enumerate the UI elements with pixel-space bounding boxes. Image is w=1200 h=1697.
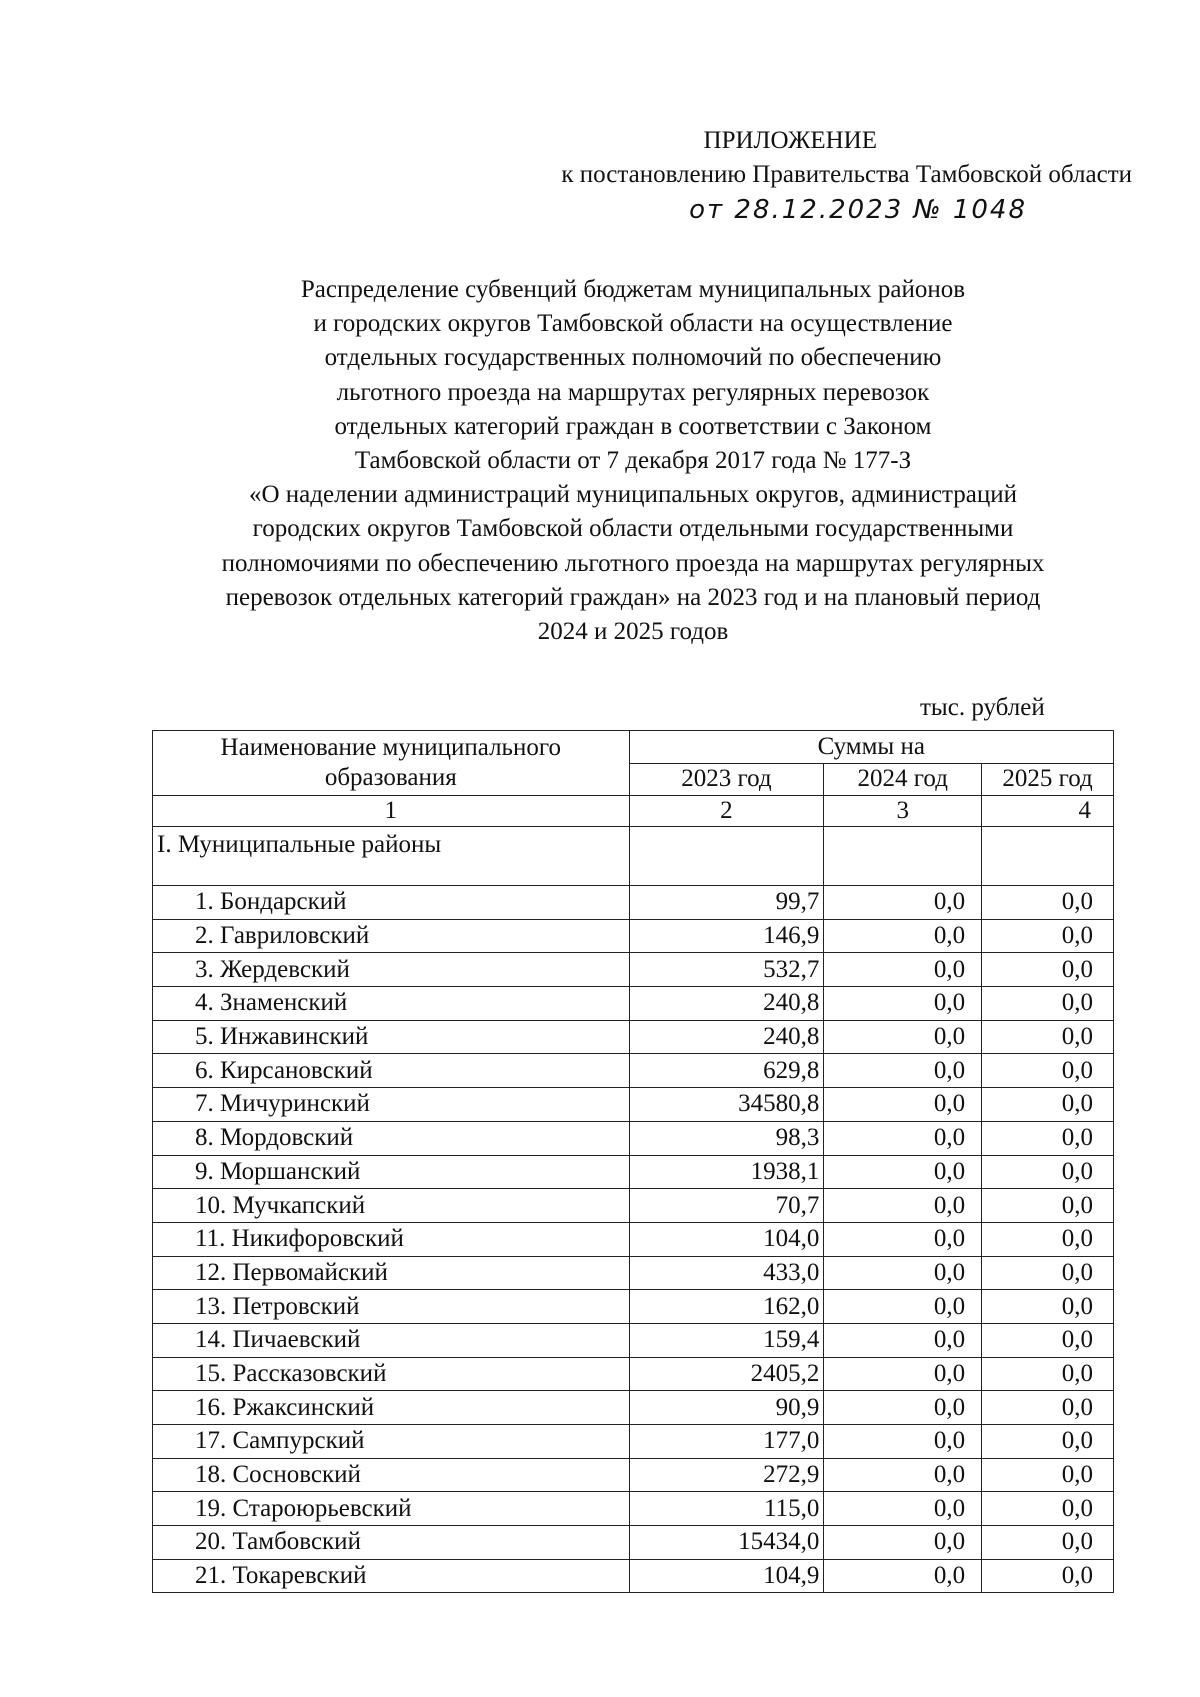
table-row — [153, 1020, 1114, 1054]
row-value-2025: 0,0 — [982, 1189, 1114, 1223]
row-value-2025: 0,0 — [982, 1425, 1114, 1459]
title-line: отдельных категорий граждан в соответствии с Законом — [334, 412, 932, 440]
document-title — [150, 273, 1116, 649]
table-row — [153, 1526, 1114, 1560]
row-value-2023: 15434,0 — [629, 1526, 824, 1560]
table-row — [153, 1189, 1114, 1223]
table-row — [153, 1088, 1114, 1122]
row-value-2024: 0,0 — [824, 1189, 982, 1223]
col-index: 3 — [824, 796, 982, 827]
col-index: 2 — [629, 796, 824, 827]
row-value-2025: 0,0 — [982, 1391, 1114, 1425]
header-year-2024: 2024 год — [824, 763, 982, 796]
header-year-2025: 2025 год — [982, 763, 1114, 796]
row-value-2024: 0,0 — [824, 1492, 982, 1526]
row-value-2024: 0,0 — [824, 1526, 982, 1560]
row-value-2025: 0,0 — [982, 1357, 1114, 1391]
row-value-2024: 0,0 — [824, 919, 982, 953]
table-row — [153, 1290, 1114, 1324]
table-row — [153, 1391, 1114, 1425]
row-value-2024: 0,0 — [824, 886, 982, 920]
table-row — [153, 1323, 1114, 1357]
row-value-2024: 0,0 — [824, 1323, 982, 1357]
handwritten-date-number: от 28.12.2023 № 1048 — [689, 195, 1027, 225]
row-value-2025: 0,0 — [982, 1526, 1114, 1560]
title-line: «О наделении администраций муниципальных округов, администраций — [248, 481, 1018, 509]
appendix-block — [0, 124, 1132, 228]
row-value-2024: 0,0 — [824, 1559, 982, 1593]
row-name: 16. Ржаксинский — [153, 1391, 630, 1425]
table-row — [153, 1155, 1114, 1189]
row-value-2023: 104,0 — [629, 1222, 824, 1256]
row-value-2025: 0,0 — [982, 1323, 1114, 1357]
row-name: 19. Староюрьевский — [153, 1492, 630, 1526]
row-value-2023: 272,9 — [629, 1458, 824, 1492]
header-sums: Суммы на — [629, 731, 1113, 764]
row-value-2024: 0,0 — [824, 953, 982, 987]
table-row — [153, 1256, 1114, 1290]
row-value-2025: 0,0 — [982, 1290, 1114, 1324]
row-name: 15. Рассказовский — [153, 1357, 630, 1391]
row-name: 14. Пичаевский — [153, 1323, 630, 1357]
row-value-2025: 0,0 — [982, 987, 1114, 1021]
row-value-2024: 0,0 — [824, 1088, 982, 1122]
row-value-2025: 0,0 — [982, 886, 1114, 920]
table-row — [153, 1492, 1114, 1526]
row-value-2024: 0,0 — [824, 987, 982, 1021]
row-value-2023: 240,8 — [629, 987, 824, 1021]
table-row — [153, 1425, 1114, 1459]
title-line: и городских округов Тамбовской области на осуществление — [313, 310, 953, 338]
row-value-2024: 0,0 — [824, 1290, 982, 1324]
row-value-2024: 0,0 — [824, 1256, 982, 1290]
row-name: 5. Инжавинский — [153, 1020, 630, 1054]
row-value-2025: 0,0 — [982, 1088, 1114, 1122]
row-value-2025: 0,0 — [982, 1222, 1114, 1256]
row-name: 20. Тамбовский — [153, 1526, 630, 1560]
row-value-2025: 0,0 — [982, 1020, 1114, 1054]
row-value-2023: 162,0 — [629, 1290, 824, 1324]
subsidy-table — [152, 730, 1114, 1593]
title-line: 2024 и 2025 годов — [537, 618, 729, 646]
table-row — [153, 987, 1114, 1021]
row-name: 11. Никифоровский — [153, 1222, 630, 1256]
row-name: 12. Первомайский — [153, 1256, 630, 1290]
row-value-2023: 34580,8 — [629, 1088, 824, 1122]
appendix-heading: ПРИЛОЖЕНИЕ — [703, 127, 877, 154]
section-title: I. Муниципальные районы — [153, 827, 630, 886]
row-value-2024: 0,0 — [824, 1020, 982, 1054]
title-line: Тамбовской области от 7 декабря 2017 года № 177-З — [354, 447, 912, 475]
row-value-2024: 0,0 — [824, 1054, 982, 1088]
row-value-2025: 0,0 — [982, 1054, 1114, 1088]
row-value-2025: 0,0 — [982, 1155, 1114, 1189]
row-value-2025: 0,0 — [982, 919, 1114, 953]
table-row — [153, 1357, 1114, 1391]
table-row — [153, 1559, 1114, 1593]
row-name: 6. Кирсановский — [153, 1054, 630, 1088]
row-value-2024: 0,0 — [824, 1357, 982, 1391]
appendix-subheading: к постановлению Правительства Тамбовской области — [561, 161, 1132, 188]
row-value-2023: 433,0 — [629, 1256, 824, 1290]
row-value-2023: 629,8 — [629, 1054, 824, 1088]
row-value-2023: 240,8 — [629, 1020, 824, 1054]
title-line: перевозок отдельных категорий граждан» на 2023 год и на плановый период — [225, 583, 1041, 611]
row-name: 4. Знаменский — [153, 987, 630, 1021]
title-line: Распределение субвенций бюджетам муниципальных районов — [300, 276, 966, 303]
row-name: 18. Сосновский — [153, 1458, 630, 1492]
title-line: льготного проезда на маршрутах регулярных перевозок — [336, 378, 930, 406]
row-value-2023: 532,7 — [629, 953, 824, 987]
row-value-2025: 0,0 — [982, 1492, 1114, 1526]
row-value-2023: 2405,2 — [629, 1357, 824, 1391]
row-value-2023: 146,9 — [629, 919, 824, 953]
row-value-2025: 0,0 — [982, 1458, 1114, 1492]
row-name: 13. Петровский — [153, 1290, 630, 1324]
row-name: 17. Сампурский — [153, 1425, 630, 1459]
units-label: тыс. рублей — [920, 694, 1045, 721]
row-value-2023: 70,7 — [629, 1189, 824, 1223]
row-name: 21. Токаревский — [153, 1559, 630, 1593]
row-name: 1. Бондарский — [153, 886, 630, 920]
table-row — [153, 1458, 1114, 1492]
row-name: 2. Гавриловский — [153, 919, 630, 953]
row-value-2025: 0,0 — [982, 1559, 1114, 1593]
table-row — [153, 1222, 1114, 1256]
row-name: 7. Мичуринский — [153, 1088, 630, 1122]
column-index-row — [153, 796, 1114, 827]
col-index: 1 — [153, 796, 630, 827]
row-value-2023: 1938,1 — [629, 1155, 824, 1189]
row-value-2023: 159,4 — [629, 1323, 824, 1357]
table-row — [153, 1054, 1114, 1088]
section-row — [153, 827, 1114, 886]
row-name: 3. Жердевский — [153, 953, 630, 987]
table-row — [153, 886, 1114, 920]
row-name: 10. Мучкапский — [153, 1189, 630, 1223]
col-index: 4 — [982, 796, 1114, 827]
row-value-2025: 0,0 — [982, 1121, 1114, 1155]
table-row — [153, 919, 1114, 953]
row-value-2024: 0,0 — [824, 1155, 982, 1189]
row-value-2025: 0,0 — [982, 1256, 1114, 1290]
row-value-2023: 90,9 — [629, 1391, 824, 1425]
row-value-2024: 0,0 — [824, 1458, 982, 1492]
row-value-2025: 0,0 — [982, 953, 1114, 987]
table-row — [153, 953, 1114, 987]
header-name: Наименование муниципального образования — [153, 731, 630, 796]
title-line: отдельных государственных полномочий по обеспечению — [324, 344, 942, 372]
header-year-2023: 2023 год — [629, 763, 824, 796]
row-value-2023: 177,0 — [629, 1425, 824, 1459]
title-line: полномочиями по обеспечению льготного проезда на маршрутах регулярных — [221, 549, 1045, 577]
row-value-2024: 0,0 — [824, 1121, 982, 1155]
row-value-2023: 115,0 — [629, 1492, 824, 1526]
row-value-2024: 0,0 — [824, 1425, 982, 1459]
row-value-2023: 98,3 — [629, 1121, 824, 1155]
row-name: 9. Моршанский — [153, 1155, 630, 1189]
row-name: 8. Мордовский — [153, 1121, 630, 1155]
title-line: городских округов Тамбовской области отдельными государственными — [252, 515, 1014, 543]
row-value-2023: 104,9 — [629, 1559, 824, 1593]
row-value-2023: 99,7 — [629, 886, 824, 920]
table-row — [153, 1121, 1114, 1155]
row-value-2024: 0,0 — [824, 1391, 982, 1425]
row-value-2024: 0,0 — [824, 1222, 982, 1256]
